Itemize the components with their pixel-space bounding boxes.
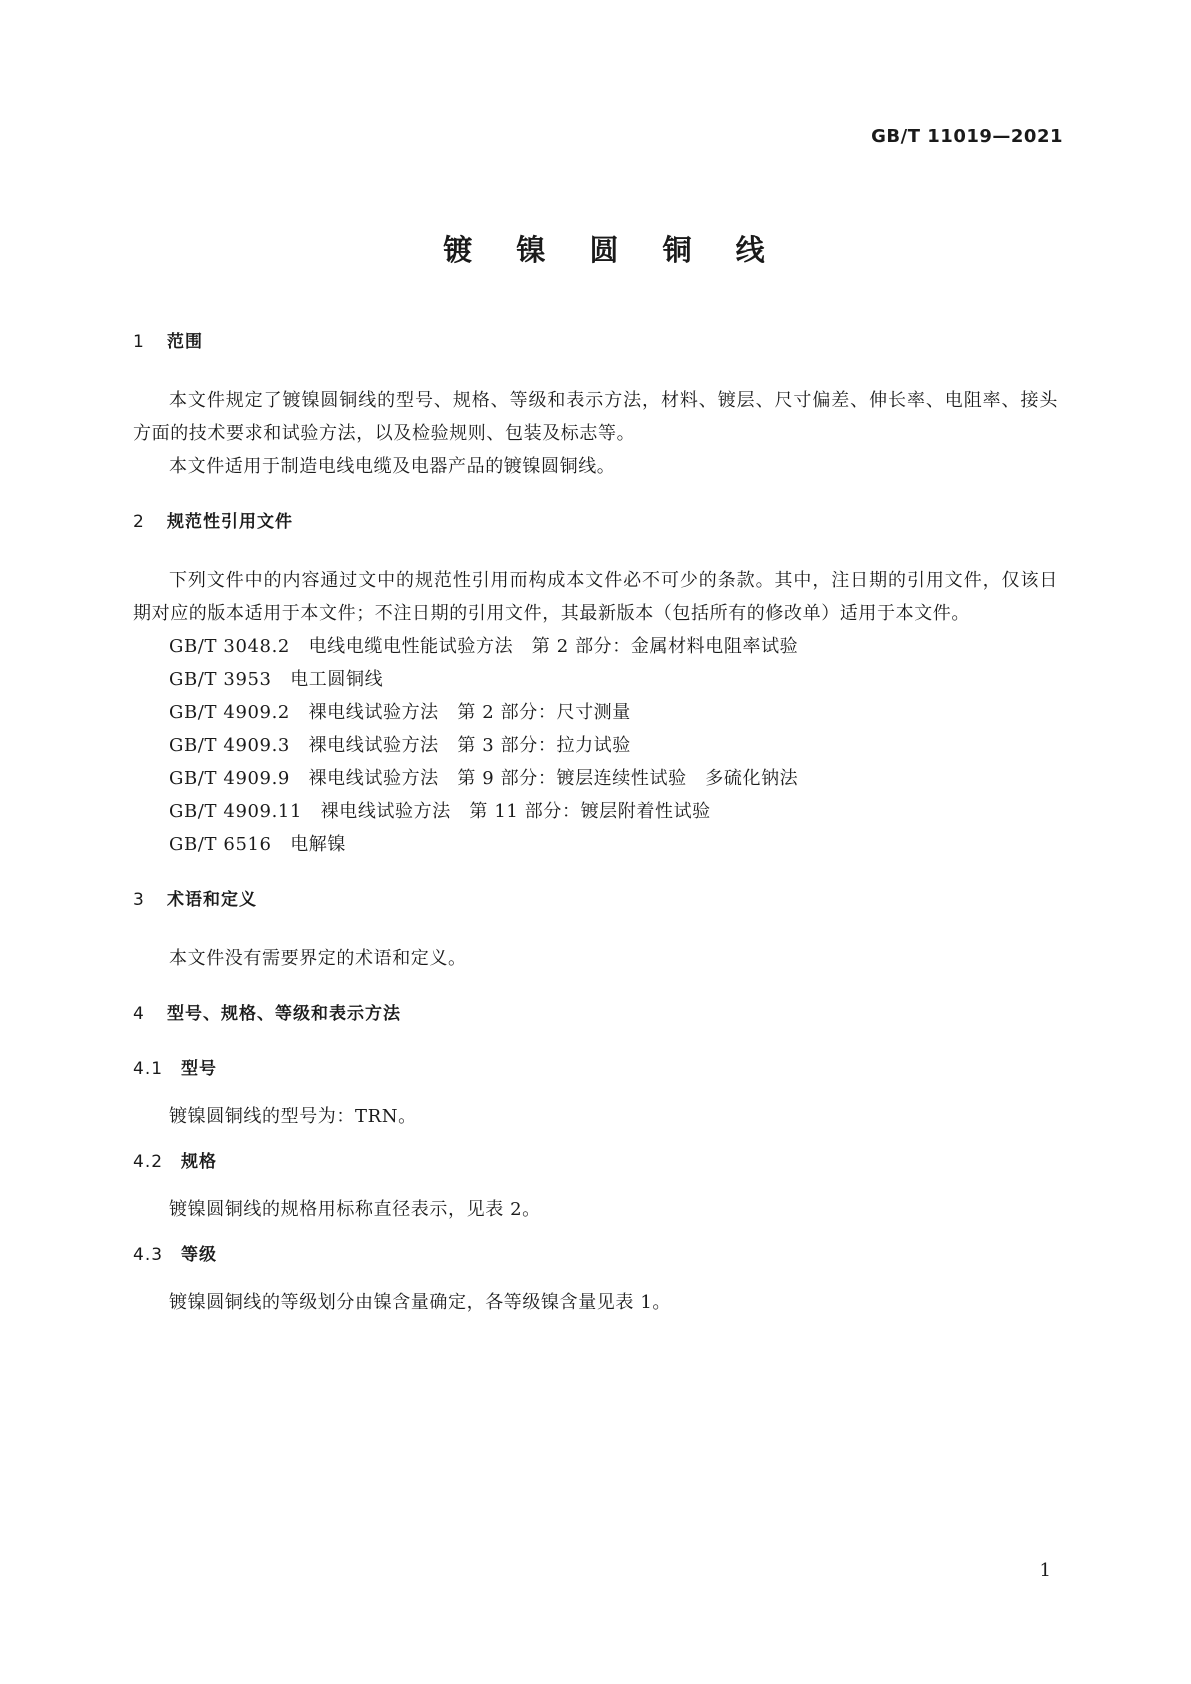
paragraph: 镀镍圆铜线的等级划分由镍含量确定，各等级镍含量见表 1。 [169,1292,671,1313]
reference-item: GB/T 4909.9 裸电线试验方法 第 9 部分：镀层连续性试验 多硫化钠法 [169,768,799,789]
standard-code: GB/T 11019—2021 [871,126,1063,147]
reference-item: GB/T 3048.2 电线电缆电性能试验方法 第 2 部分：金属材料电阻率试验 [169,636,799,657]
section-number: 3 [133,890,145,910]
section-heading-terms [133,888,1058,912]
paragraph: 本文件规定了镀镍圆铜线的型号、规格、等级和表示方法，材料、镀层、尺寸偏差、伸长率、电阻率、接头方面的技术要求和试验方法，以及检验规则、包装及标志等。 [133,390,1058,444]
reference-item: GB/T 6516 电解镍 [169,834,347,855]
reference-item: GB/T 3953 电工圆铜线 [169,669,384,690]
section-number: 1 [133,332,145,352]
paragraph: 镀镍圆铜线的型号为：TRN。 [169,1106,417,1127]
reference-item: GB/T 4909.3 裸电线试验方法 第 3 部分：拉力试验 [169,735,631,756]
document-body [133,330,1058,1319]
paragraph: 本文件没有需要界定的术语和定义。 [169,948,467,969]
subsection-heading-specification [133,1150,1058,1174]
reference-item: GB/T 4909.11 裸电线试验方法 第 11 部分：镀层附着性试验 [169,801,711,822]
section-number: 4 [133,1004,145,1024]
section-title: 范围 [167,332,203,352]
page-number: 1 [1039,1560,1051,1581]
paragraph: 下列文件中的内容通过文中的规范性引用而构成本文件必不可少的条款。其中，注日期的引用文件，仅该日期对应的版本适用于本文件；不注日期的引用文件，其最新版本（包括所有的修改单）适用于本文件。 [133,570,1058,624]
paragraph: 本文件适用于制造电线电缆及电器产品的镀镍圆铜线。 [169,456,616,477]
subsection-heading-grade [133,1243,1058,1267]
subsection-heading-model [133,1057,1058,1081]
paragraph: 镀镍圆铜线的规格用标称直径表示，见表 2。 [169,1199,541,1220]
subsection-number: 4.3 [133,1245,164,1265]
subsection-number: 4.1 [133,1059,164,1079]
subsection-title: 等级 [181,1245,217,1265]
reference-item: GB/T 4909.2 裸电线试验方法 第 2 部分：尺寸测量 [169,702,631,723]
section-title: 术语和定义 [167,890,257,910]
section-heading-scope [133,330,1058,354]
section-number: 2 [133,512,145,532]
subsection-title: 型号 [181,1059,217,1079]
section-heading-model-spec [133,1002,1058,1026]
subsection-number: 4.2 [133,1152,164,1172]
section-heading-normative-references [133,510,1058,534]
section-title: 规范性引用文件 [167,512,293,532]
document-title: 镀 镍 圆 铜 线 [443,233,782,267]
section-title: 型号、规格、等级和表示方法 [167,1004,401,1024]
subsection-title: 规格 [181,1152,217,1172]
